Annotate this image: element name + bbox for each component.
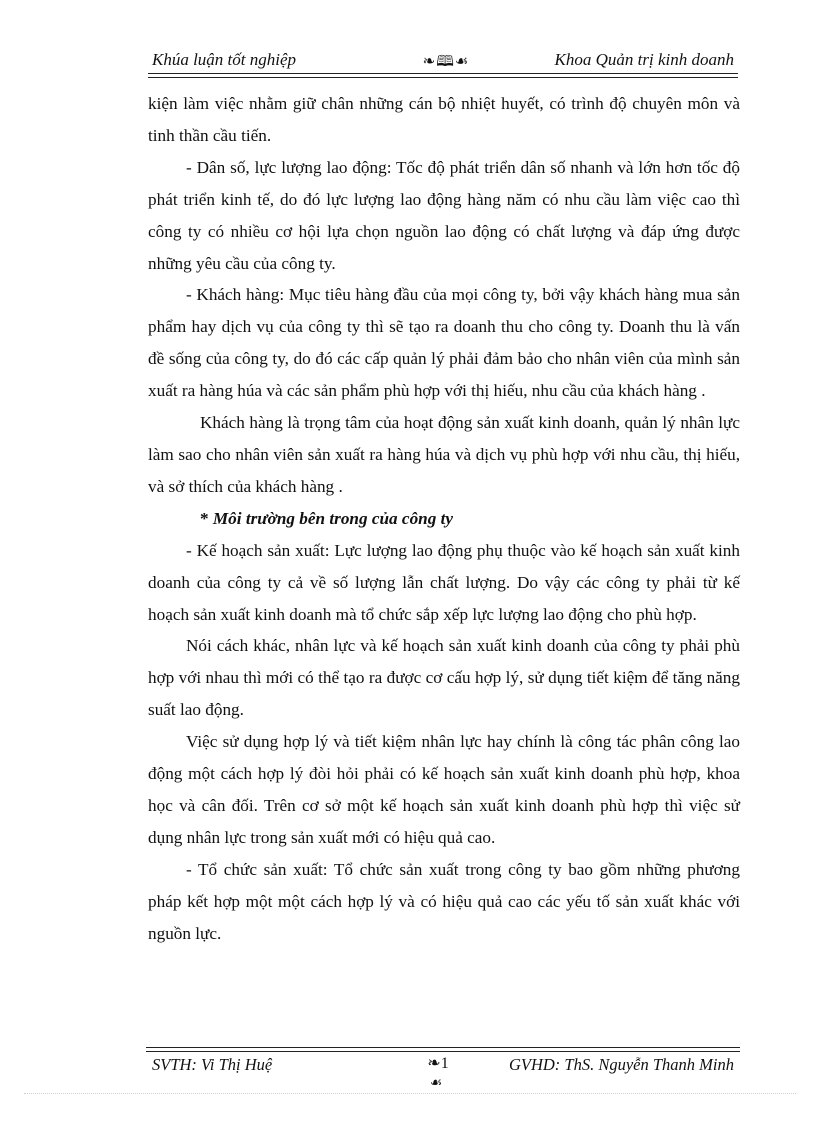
paragraph-customer-focus: Khách hàng là trọng tâm của hoạt động sản xuất kinh doanh, quản lý nhân lực làm sao cho nhân viên sản xuất ra hàng húa và dịch vụ phù hợp với nhu cầu, thị hiếu, và sở thích của khách hàng . [148,413,740,496]
header-rule-bottom [148,77,738,78]
heading-marker: * [200,508,209,528]
paragraph-labor-usage: Việc sử dụng hợp lý và tiết kiệm nhân lực hay chính là công tác phân công lao động một cách hợp lý đòi hỏi phải có kế hoạch sản xuất kinh doanh phù hợp, khoa học và cân đối. Trên cơ sở một kế hoạch sản xuất kinh doanh phù hợp thì việc sử dụng nhân lực trong sản xuất mới có hiệu quả cao. [148,732,740,847]
paragraph-production-plan: - Kế hoạch sản xuất: Lực lượng lao động phụ thuộc vào kế hoạch sản xuất kinh doanh của công ty cả về số lượng lẫn chất lượng. Do vậy các công ty phải từ kế hoạch sản xuất kinh doanh mà tổ chức sắp xếp lực lượng lao động cho phù hợp. [148,540,740,624]
header-thesis-title: Khúa luận tốt nghiệp [152,50,297,69]
paragraph-customers: - Khách hàng: Mục tiêu hàng đầu của mọi công ty, bởi vậy khách hàng mua sản phẩm hay dịch vụ của công ty thì sẽ tạo ra doanh thu cho công ty. Doanh thu là vấn đề sống của công ty, do đó các cấp quản lý phải đảm bảo cho nhân viên của mình sản xuất ra hàng húa và các sản phẩm phù hợp với thị hiếu, nhu cầu của khách hàng . [148,285,740,401]
footer-rule-bottom [146,1051,740,1052]
footer-rule-top [146,1047,740,1048]
page-bottom-divider [24,1093,796,1094]
footer-student-name: SVTH: Vi Thị Huệ [152,1055,273,1074]
header-ornament-icon: ❧🕮☙ [422,54,470,70]
heading-text: Môi trường bên trong của công ty [212,508,454,528]
section-heading [148,503,740,535]
document-body [148,88,740,949]
page-number: 1 [440,1055,449,1072]
footer-ornament-icon: ❧ [427,1055,441,1072]
paragraph-continuation: kiện làm việc nhằm giữ chân những cán bộ nhiệt huyết, có trình độ chuyên môn và tinh thần cầu tiến. [148,94,740,145]
page-footer [146,1047,740,1097]
paragraph-in-other-words: Nói cách khác, nhân lực và kế hoạch sản xuất kinh doanh của công ty phải phù hợp với nhau thì mới có thể tạo ra được cơ cấu hợp lý, sử dụng tiết kiệm để tăng năng suất lao động. [148,636,740,720]
paragraph-population-labor: - Dân số, lực lượng lao động: Tốc độ phát triển dân số nhanh và lớn hơn tốc độ phát triển kinh tế, do đó lực lượng lao động hàng năm có nhu cầu làm việc cao thì công ty có nhiều cơ hội lựa chọn nguồn lao động có chất lượng và đáp ứng được những yêu cầu của công ty. [148,157,740,273]
header-faculty-name: Khoa Quản trị kinh doanh [554,50,734,69]
footer-ornament-below-icon: ☙ [429,1076,443,1091]
footer-page-number [418,1053,458,1073]
header-rule-top [148,73,738,74]
footer-advisor-name: GVHD: ThS. Nguyễn Thanh Minh [508,1055,734,1074]
page-header [148,48,738,74]
paragraph-production-organization: - Tổ chức sản xuất: Tổ chức sản xuất trong công ty bao gồm những phương pháp kết hợp một một cách hợp lý và có hiệu quả cao các yếu tố sản xuất khác với nguồn lực. [148,859,740,943]
